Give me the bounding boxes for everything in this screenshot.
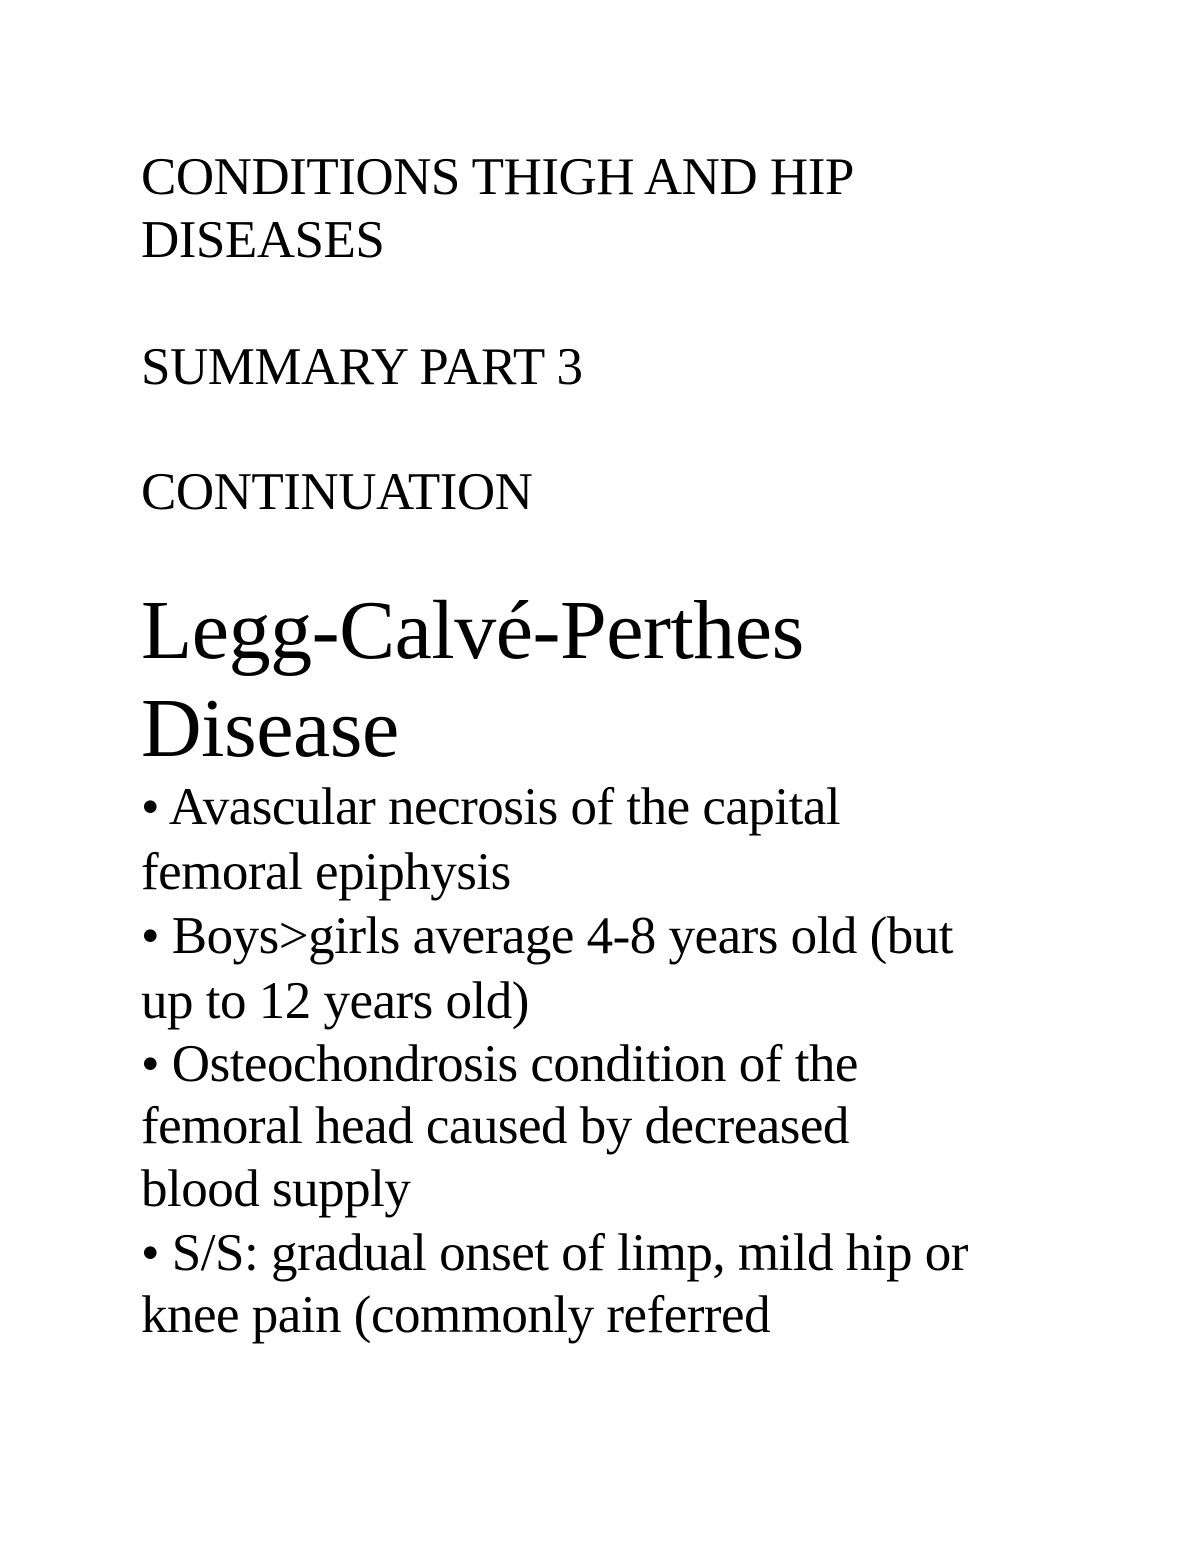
body-line: femoral head caused by decreased [141, 1097, 849, 1155]
body-line: femoral epiphysis [141, 843, 511, 901]
section-heading-line-2: Disease [141, 682, 399, 775]
body-line: up to 12 years old) [141, 972, 529, 1030]
summary-part-label: SUMMARY PART 3 [141, 338, 583, 396]
body-line: • Osteochondrosis condition of the [141, 1035, 858, 1093]
continuation-label: CONTINUATION [141, 463, 533, 521]
section-heading-line-1: Legg-Calvé-Perthes [141, 584, 804, 677]
body-line: blood supply [141, 1160, 411, 1218]
document-title-line-2: DISEASES [141, 211, 385, 269]
body-line: • S/S: gradual onset of limp, mild hip or [141, 1224, 968, 1282]
body-line: knee pain (commonly referred [141, 1286, 771, 1344]
document-title-line-1: CONDITIONS THIGH AND HIP [141, 148, 854, 206]
body-line: • Boys>girls average 4-8 years old (but [141, 907, 953, 965]
body-line: • Avascular necrosis of the capital [141, 778, 841, 836]
